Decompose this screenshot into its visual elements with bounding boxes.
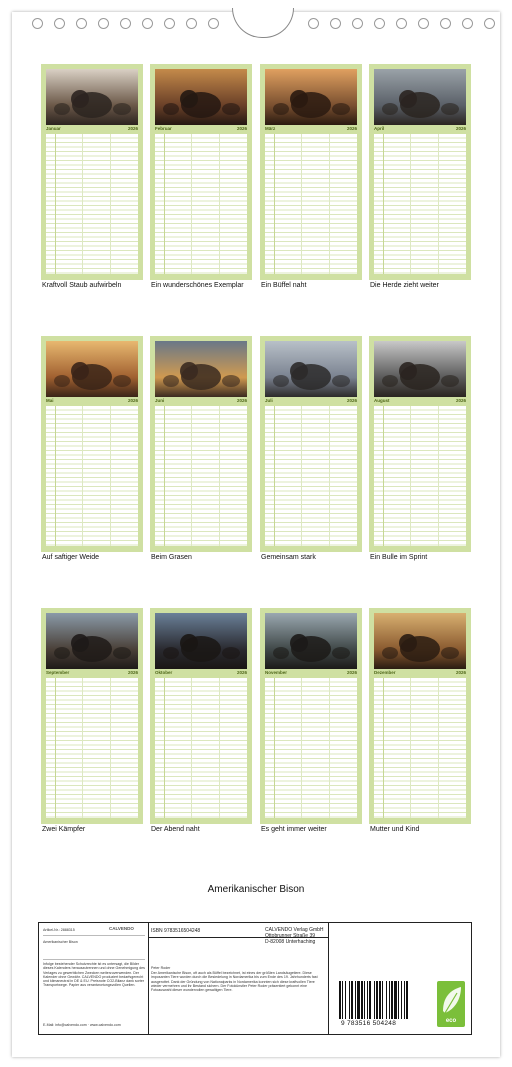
planner-grid [265, 134, 357, 274]
barcode-bar [369, 981, 371, 1019]
column-divider [110, 406, 111, 546]
month-name: Dezember [374, 670, 396, 675]
column-divider [82, 134, 83, 274]
author-name: Peter Roder [151, 966, 171, 970]
month-year: 2026 [127, 670, 138, 675]
bison-photo [265, 341, 357, 397]
day-rows [265, 678, 357, 818]
month-header [46, 398, 138, 405]
barcode-bar [404, 981, 405, 1019]
month-name: Januar [46, 126, 61, 131]
photo-caption: Ein Büffel naht [261, 282, 307, 289]
column-divider [410, 406, 411, 546]
publisher-line-3: D-82008 Unterhaching [265, 939, 316, 945]
barcode [337, 981, 431, 1025]
bison-photo [46, 341, 138, 397]
barcode-bar [339, 981, 341, 1019]
barcode-bar [374, 981, 375, 1019]
day-number-column [265, 134, 275, 274]
barcode-bar [351, 981, 353, 1019]
bison-photo [155, 69, 247, 125]
month-name: April [374, 126, 385, 131]
barcode-bar [367, 981, 368, 1019]
planner-grid [374, 678, 466, 818]
barcode-bar [345, 981, 346, 1019]
day-rows [374, 678, 466, 818]
product-name: Amerikanischer Bison [43, 940, 78, 944]
column-divider [301, 134, 302, 274]
planner-grid [265, 678, 357, 818]
bison-photo [374, 613, 466, 669]
column-divider [410, 134, 411, 274]
footer-left-column [39, 923, 149, 1034]
month-header [46, 670, 138, 677]
bison-photo [46, 69, 138, 125]
month-year: 2026 [236, 670, 247, 675]
column-divider [438, 678, 439, 818]
info-footer [38, 922, 472, 1035]
month-name: Juli [265, 398, 273, 403]
day-number-column [265, 678, 275, 818]
barcode-bar [357, 981, 360, 1019]
month-panel [369, 64, 471, 280]
month-panel [150, 336, 252, 552]
month-header [46, 126, 138, 133]
binding-hole [186, 18, 197, 29]
binding-hole [54, 18, 65, 29]
binding-hole [418, 18, 429, 29]
binding-hole [120, 18, 131, 29]
photo-caption: Kraftvoll Staub aufwirbeln [42, 282, 122, 289]
planner-grid [374, 406, 466, 546]
planner-grid [155, 678, 247, 818]
barcode-bar [394, 981, 397, 1019]
binding-hole [98, 18, 109, 29]
bison-photo [155, 613, 247, 669]
eco-label: eco [445, 1018, 457, 1024]
month-year: 2026 [236, 126, 247, 131]
month-panel [41, 64, 143, 280]
day-rows [155, 678, 247, 818]
day-number-column [46, 406, 56, 546]
divider [43, 959, 145, 960]
column-divider [301, 406, 302, 546]
photo-caption: Zwei Kämpfer [42, 826, 86, 833]
publisher-line-2: Ottobrunner Straße 39 [265, 933, 316, 939]
month-panel [369, 608, 471, 824]
month-year: 2026 [346, 126, 357, 131]
month-year: 2026 [346, 670, 357, 675]
photo-caption: Die Herde zieht weiter [370, 282, 439, 289]
month-name: September [46, 670, 70, 675]
month-panel [150, 608, 252, 824]
month-name: November [265, 670, 288, 675]
calvendo-logo-small: CALVENDO [109, 926, 134, 931]
barcode-bar [361, 981, 363, 1019]
barcode-bar [406, 981, 408, 1019]
month-name: Juni [155, 398, 165, 403]
planner-grid [46, 678, 138, 818]
month-panel [369, 336, 471, 552]
barcode-bar [386, 981, 387, 1019]
planner-grid [46, 134, 138, 274]
column-divider [301, 678, 302, 818]
column-divider [329, 678, 330, 818]
month-name: Februar [155, 126, 172, 131]
binding-hole [462, 18, 473, 29]
barcode-bar [379, 981, 381, 1019]
month-panel [41, 336, 143, 552]
day-number-column [46, 134, 56, 274]
calendar-title: Amerikanischer Bison [207, 884, 305, 895]
month-name: Mai [46, 398, 54, 403]
month-header [155, 670, 247, 677]
month-year: 2026 [455, 126, 466, 131]
barcode-bar [376, 981, 378, 1019]
month-year: 2026 [127, 126, 138, 131]
day-number-column [374, 678, 384, 818]
planner-grid [46, 406, 138, 546]
month-name: August [374, 398, 390, 403]
barcode-number: 9 783516 504248 [341, 1020, 397, 1027]
column-divider [191, 678, 192, 818]
month-header [265, 398, 357, 405]
binding-hole [308, 18, 319, 29]
bison-photo [374, 69, 466, 125]
month-panel [260, 336, 362, 552]
bison-photo [374, 341, 466, 397]
column-divider [410, 678, 411, 818]
month-year: 2026 [236, 398, 247, 403]
month-header [265, 126, 357, 133]
photo-caption: Der Abend naht [151, 826, 200, 833]
photo-caption: Mutter und Kind [370, 826, 420, 833]
barcode-bar [382, 981, 383, 1019]
column-divider [110, 134, 111, 274]
binding-hole [208, 18, 219, 29]
column-divider [191, 134, 192, 274]
month-header [374, 126, 466, 133]
month-year: 2026 [455, 398, 466, 403]
photo-caption: Es geht immer weiter [261, 826, 327, 833]
day-rows [46, 678, 138, 818]
publisher-line-1: CALVENDO Verlag GmbH [265, 927, 324, 933]
column-divider [329, 406, 330, 546]
month-header [265, 670, 357, 677]
binding-hole [164, 18, 175, 29]
isbn: ISBN 9783516504248 [151, 928, 201, 934]
planner-grid [374, 134, 466, 274]
day-number-column [155, 678, 165, 818]
planner-grid [155, 406, 247, 546]
eco-badge [437, 981, 465, 1027]
binding-hole [352, 18, 363, 29]
day-number-column [374, 406, 384, 546]
binding-hole [484, 18, 495, 29]
bison-photo [46, 613, 138, 669]
binding-hole [142, 18, 153, 29]
column-divider [82, 678, 83, 818]
column-divider [329, 134, 330, 274]
month-name: März [265, 126, 276, 131]
barcode-bar [389, 981, 390, 1019]
column-divider [219, 406, 220, 546]
binding-hole [330, 18, 341, 29]
month-panel [260, 608, 362, 824]
day-number-column [374, 134, 384, 274]
barcode-bar [349, 981, 350, 1019]
photo-caption: Ein wunderschönes Exemplar [151, 282, 244, 289]
day-rows [46, 406, 138, 546]
column-divider [82, 406, 83, 546]
column-divider [110, 678, 111, 818]
binding-hole [76, 18, 87, 29]
divider [43, 935, 145, 936]
day-rows [155, 406, 247, 546]
day-rows [265, 134, 357, 274]
month-panel [260, 64, 362, 280]
barcode-bar [398, 981, 399, 1019]
month-header [155, 126, 247, 133]
month-name: Oktober [155, 670, 173, 675]
contact-info: E-Mail: info@calvendo.com · www.calvendo.com [43, 1023, 121, 1027]
day-number-column [155, 406, 165, 546]
day-number-column [46, 678, 56, 818]
day-rows [374, 406, 466, 546]
month-header [374, 670, 466, 677]
day-number-column [265, 406, 275, 546]
legal-text: Infolge bestehender Schutzrechte ist es untersagt, die Bilder dieses Kalenders herauszutrennen und ohne Genehmigung des Verlages zu gewerblichen Zwecken weiterzuverwenden. Der Kalender ohne Gewähr. CALVENDO produziert bedarfsgerecht und klimaneutral in DE & EU. Preisnote CO2-Bilanz dank sorter Transportwege. Papier aus verantwortungsvollen Quellen. [43, 962, 145, 988]
binding-hole [374, 18, 385, 29]
column-divider [219, 678, 220, 818]
month-panel [150, 64, 252, 280]
binding-hole [32, 18, 43, 29]
photo-caption: Ein Bulle im Sprint [370, 554, 428, 561]
month-header [155, 398, 247, 405]
day-rows [265, 406, 357, 546]
article-number: Artikel-Nr.: 2888315 [43, 928, 75, 932]
photo-caption: Beim Grasen [151, 554, 192, 561]
bison-photo [265, 613, 357, 669]
photo-caption: Gemeinsam stark [261, 554, 316, 561]
column-divider [438, 134, 439, 274]
column-divider [191, 406, 192, 546]
column-divider [438, 406, 439, 546]
barcode-bar [355, 981, 356, 1019]
bison-photo [155, 341, 247, 397]
month-panel [41, 608, 143, 824]
binding-hole [396, 18, 407, 29]
month-year: 2026 [127, 398, 138, 403]
product-description: Der Amerikanische Bison, oft auch als Büffel bezeichnet, ist eines der größten Landsäugetiere. Diese imposanten Tiere wurden durch die Besiedelung in Nordamerika bis zum Ende des 19. Jahrhunderts fast ausgerottet. Dank der Gründung von Nationalparks in Nordamerika konnten sich diese kraftvollen Tiere wieder vermehren und ihr Bestand sichern. Der Fotokünstler Peter Roder präsentiert gekonnt eine Fotoauswahl dieser wundervollen gewaltigen Tiere. [151, 971, 318, 993]
column-divider [219, 134, 220, 274]
photo-caption: Auf saftiger Weide [42, 554, 100, 561]
planner-grid [155, 134, 247, 274]
day-number-column [155, 134, 165, 274]
month-header [374, 398, 466, 405]
bison-photo [265, 69, 357, 125]
barcode-bar [342, 981, 343, 1019]
barcode-bar [401, 981, 402, 1019]
planner-grid [265, 406, 357, 546]
day-rows [374, 134, 466, 274]
day-rows [46, 134, 138, 274]
month-year: 2026 [346, 398, 357, 403]
binding-hole [440, 18, 451, 29]
barcode-bar [391, 981, 393, 1019]
month-year: 2026 [455, 670, 466, 675]
barcode-bar [364, 981, 365, 1019]
day-rows [155, 134, 247, 274]
